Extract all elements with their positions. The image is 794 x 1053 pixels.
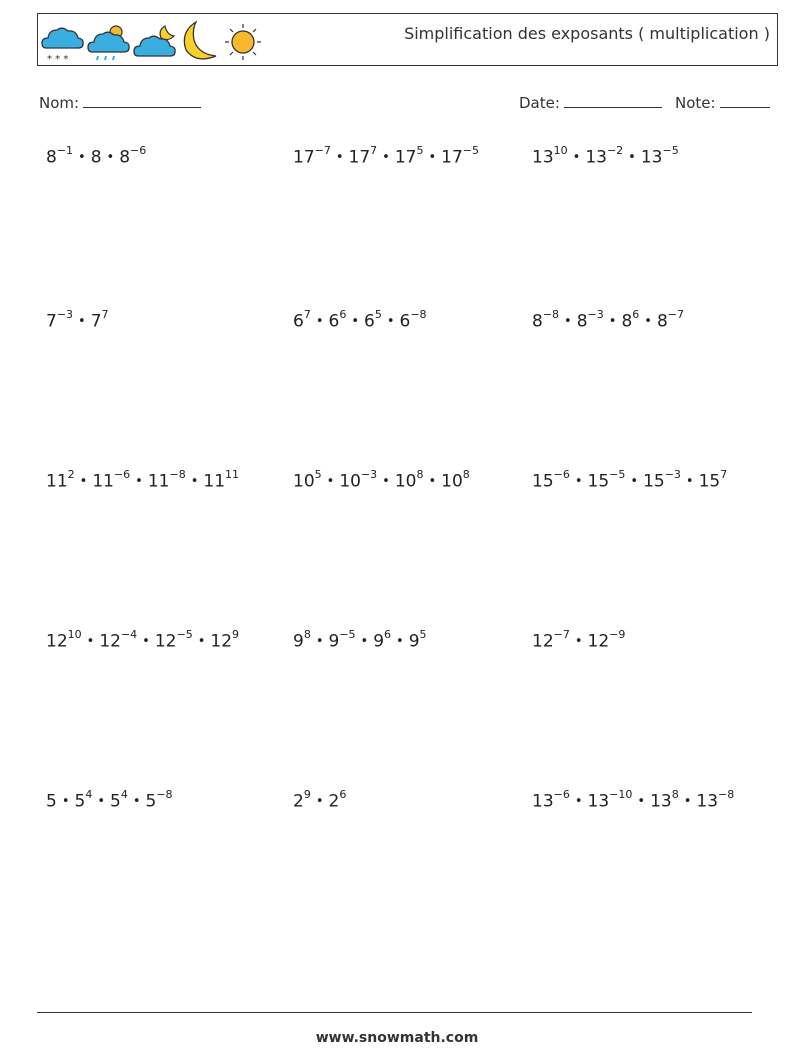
base: 13	[650, 791, 672, 812]
multiply-dot: •	[197, 633, 206, 649]
multiply-dot: •	[86, 633, 95, 649]
sun-icon	[225, 24, 261, 60]
exponent: 6	[339, 308, 347, 321]
exponent: −1	[56, 144, 74, 157]
base: 17	[348, 147, 371, 168]
exponent: −2	[606, 144, 624, 157]
exponent: −5	[609, 468, 626, 481]
multiply-dot: •	[382, 473, 390, 489]
base: 17	[441, 147, 463, 168]
multiply-dot: •	[326, 473, 335, 489]
exponent: −6	[553, 788, 570, 801]
exercise-3	[532, 146, 679, 168]
night-cloud-icon	[134, 26, 175, 56]
exponent: 7	[101, 308, 109, 321]
header-box	[37, 13, 778, 66]
base: 15	[643, 471, 665, 492]
base: 12	[154, 631, 177, 652]
exponent: −6	[553, 468, 570, 481]
exercise-8	[293, 470, 470, 492]
multiply-dot: •	[564, 313, 572, 329]
exercise-4	[46, 310, 109, 332]
exponent: −5	[176, 628, 193, 641]
note-field	[675, 92, 770, 112]
multiply-dot: •	[142, 633, 150, 649]
multiply-dot: •	[683, 793, 692, 809]
base: 7	[90, 311, 102, 332]
weather-icons	[40, 18, 270, 64]
base: 8	[621, 311, 633, 332]
base: 2	[293, 791, 304, 812]
snow-cloud-icon	[42, 28, 83, 64]
multiply-dot: •	[428, 473, 437, 489]
exercise-2	[293, 146, 479, 168]
base: 5	[145, 791, 157, 812]
base: 8	[656, 311, 668, 332]
exponent: 7	[720, 468, 728, 481]
base: 12	[532, 631, 554, 652]
exponent: −9	[609, 628, 626, 641]
multiply-dot: •	[574, 793, 583, 809]
base: 15	[587, 471, 610, 492]
footer-divider	[37, 1012, 752, 1013]
exponent: −6	[130, 144, 147, 157]
rain-sun-cloud-icon	[88, 26, 129, 60]
exponent: −3	[56, 308, 74, 321]
base: 12	[46, 631, 68, 652]
exponent: −8	[156, 788, 173, 801]
exponent: 2	[67, 468, 75, 481]
exercise-1	[46, 146, 146, 168]
worksheet-title: Simplification des exposants ( multiplication )	[404, 24, 770, 43]
multiply-dot: •	[396, 633, 404, 649]
exponent: 11	[225, 468, 240, 481]
exponent: 6	[339, 788, 347, 801]
multiply-dot: •	[190, 473, 199, 489]
exponent: −10	[609, 788, 633, 801]
exponent: 5	[374, 308, 382, 321]
base: 11	[203, 471, 226, 492]
exponent: −7	[667, 308, 684, 321]
exercise-6	[532, 310, 684, 332]
multiply-dot: •	[106, 149, 115, 165]
base: 11	[147, 471, 170, 492]
base: 5	[74, 791, 86, 812]
exponent: −7	[553, 628, 570, 641]
multiply-dot: •	[685, 473, 694, 489]
exponent: −7	[314, 144, 331, 157]
exponent: 4	[120, 788, 128, 801]
exponent: 8	[462, 468, 470, 481]
date-field	[519, 92, 662, 112]
base: 8	[90, 147, 102, 168]
multiply-dot: •	[351, 313, 359, 329]
multiply-dot: •	[315, 793, 324, 809]
multiply-dot: •	[78, 313, 86, 329]
exponent: 10	[553, 144, 568, 157]
base: 6	[293, 311, 304, 332]
exponent: −8	[410, 308, 427, 321]
footer-url: www.snowmath.com	[315, 1030, 479, 1046]
exercise-14	[293, 790, 346, 812]
exponent: 5	[314, 468, 322, 481]
multiply-dot: •	[574, 633, 583, 649]
base: 8	[46, 147, 57, 168]
exponent: −8	[718, 788, 735, 801]
base: 12	[587, 631, 610, 652]
base: 15	[532, 471, 554, 492]
exponent: 6	[384, 628, 392, 641]
exercise-12	[532, 630, 625, 652]
multiply-dot: •	[628, 149, 636, 165]
base: 12	[210, 631, 233, 652]
exponent: 7	[370, 144, 378, 157]
multiply-dot: •	[574, 473, 583, 489]
name-blank[interactable]	[83, 92, 201, 108]
base: 11	[92, 471, 114, 492]
base: 10	[441, 471, 463, 492]
multiply-dot: •	[572, 149, 581, 165]
base: 5	[46, 791, 57, 812]
moon-icon	[184, 22, 216, 59]
exercise-13	[46, 790, 173, 812]
exponent: −5	[462, 144, 480, 157]
exercise-15	[532, 790, 734, 812]
exponent: −6	[113, 468, 131, 481]
base: 10	[293, 471, 315, 492]
exponent: −5	[339, 628, 356, 641]
name-label: Nom:	[39, 94, 80, 112]
base: 8	[532, 311, 543, 332]
exponent: −8	[542, 308, 560, 321]
exponent: 9	[232, 628, 240, 641]
multiply-dot: •	[360, 633, 369, 649]
base: 7	[46, 311, 57, 332]
exponent: 8	[303, 628, 311, 641]
multiply-dot: •	[608, 313, 617, 329]
exponent: 8	[671, 788, 679, 801]
base: 17	[394, 147, 417, 168]
svg-text:* * *: * * *	[47, 54, 69, 64]
multiply-dot: •	[428, 149, 437, 165]
multiply-dot: •	[315, 313, 324, 329]
multiply-dot: •	[97, 793, 105, 809]
base: 6	[364, 311, 375, 332]
exponent: 4	[85, 788, 93, 801]
exponent: 5	[419, 628, 427, 641]
note-blank[interactable]	[720, 92, 770, 108]
base: 9	[328, 631, 340, 652]
base: 6	[328, 311, 340, 332]
multiply-dot: •	[644, 313, 652, 329]
base: 10	[339, 471, 361, 492]
date-blank[interactable]	[564, 92, 662, 108]
base: 5	[110, 791, 121, 812]
multiply-dot: •	[79, 473, 88, 489]
exponent: −3	[664, 468, 681, 481]
base: 12	[99, 631, 121, 652]
exponent: −3	[360, 468, 378, 481]
exercise-10	[46, 630, 239, 652]
base: 17	[293, 147, 315, 168]
base: 6	[399, 311, 411, 332]
exercise-5	[293, 310, 427, 332]
base: 13	[585, 147, 607, 168]
multiply-dot: •	[382, 149, 390, 165]
base: 9	[408, 631, 420, 652]
base: 8	[119, 147, 131, 168]
exponent: 9	[303, 788, 311, 801]
base: 13	[532, 791, 554, 812]
exponent: 5	[416, 144, 424, 157]
base: 11	[46, 471, 68, 492]
date-label: Date:	[519, 94, 560, 112]
exponent: 6	[632, 308, 640, 321]
exponent: 8	[416, 468, 424, 481]
exercise-11	[293, 630, 427, 652]
exponent: −8	[169, 468, 186, 481]
multiply-dot: •	[78, 149, 86, 165]
base: 13	[532, 147, 554, 168]
exponent: 7	[303, 308, 311, 321]
exercise-9	[532, 470, 727, 492]
exponent: −4	[120, 628, 138, 641]
name-field	[39, 92, 201, 112]
multiply-dot: •	[61, 793, 70, 809]
base: 13	[696, 791, 719, 812]
multiply-dot: •	[335, 149, 344, 165]
exponent: 10	[67, 628, 82, 641]
base: 13	[587, 791, 610, 812]
base: 8	[576, 311, 588, 332]
multiply-dot: •	[135, 473, 143, 489]
exponent: −3	[587, 308, 604, 321]
multiply-dot: •	[132, 793, 141, 809]
base: 13	[640, 147, 663, 168]
multiply-dot: •	[637, 793, 646, 809]
base: 10	[394, 471, 417, 492]
multiply-dot: •	[315, 633, 324, 649]
multiply-dot: •	[386, 313, 395, 329]
base: 9	[293, 631, 304, 652]
note-label: Note:	[675, 94, 716, 112]
exponent: −5	[662, 144, 679, 157]
base: 15	[698, 471, 721, 492]
base: 2	[328, 791, 340, 812]
exercise-7	[46, 470, 239, 492]
base: 9	[373, 631, 385, 652]
multiply-dot: •	[630, 473, 639, 489]
